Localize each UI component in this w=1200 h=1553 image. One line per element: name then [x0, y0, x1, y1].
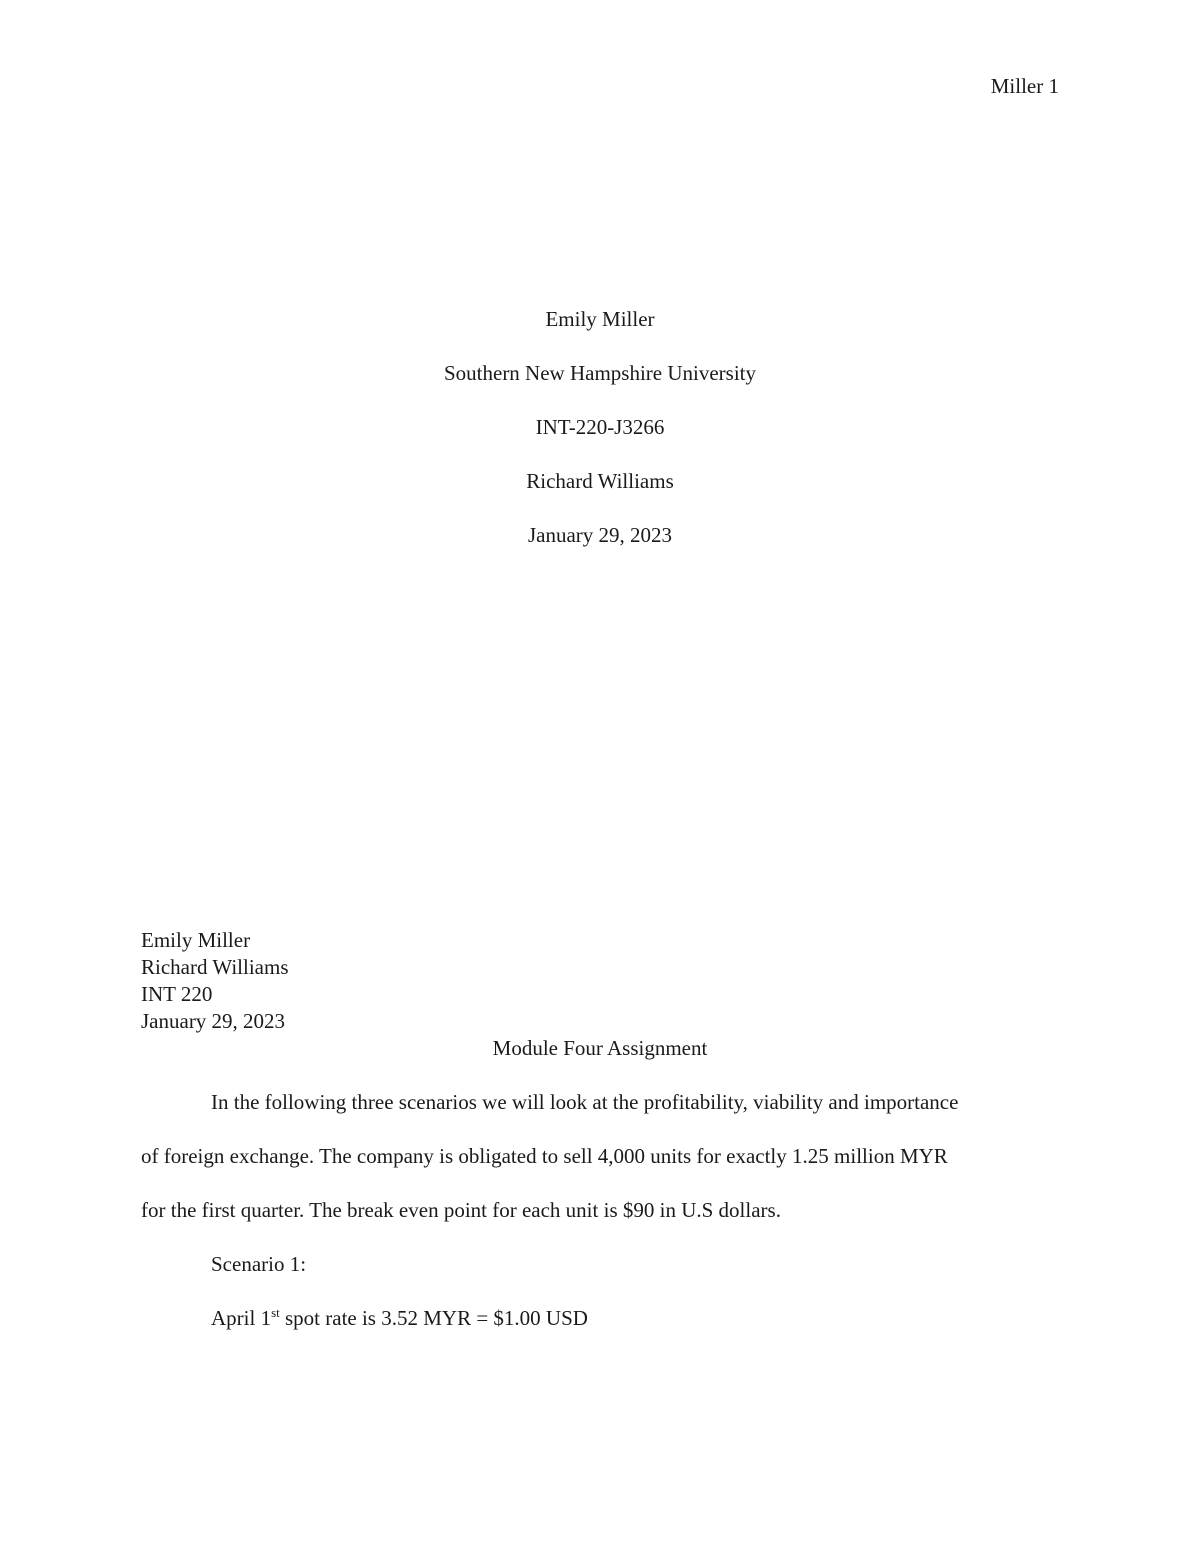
submission-date: January 29, 2023	[527, 523, 673, 547]
heading-instructor: Richard Williams	[141, 955, 289, 979]
spot-rate-suffix: spot rate is 3.52 MYR = $1.00 USD	[279, 1306, 588, 1330]
running-head: Miller 1	[990, 74, 1059, 98]
intro-line-1: In the following three scenarios we will look at the profitability, viability and importance	[211, 1090, 959, 1114]
institution-name: Southern New Hampshire University	[443, 361, 757, 385]
intro-line-2: of foreign exchange. The company is obligated to sell 4,000 units for exactly 1.25 million MYR	[141, 1144, 948, 1168]
intro-line-3: for the first quarter. The break even point for each unit is $90 in U.S dollars.	[141, 1198, 781, 1222]
course-code: INT-220-J3266	[535, 415, 665, 439]
spot-rate-line	[141, 1305, 1061, 1359]
title-page-block	[0, 306, 1200, 576]
heading-student-name: Emily Miller	[141, 928, 251, 952]
document-title: Module Four Assignment	[492, 1036, 708, 1060]
body-text	[141, 1089, 1061, 1359]
spot-rate-ordinal: st	[271, 1305, 280, 1320]
author-name: Emily Miller	[545, 307, 655, 331]
scenario-label: Scenario 1:	[211, 1252, 307, 1276]
mla-heading	[141, 927, 289, 1035]
heading-course: INT 220	[141, 982, 213, 1006]
instructor-name: Richard Williams	[526, 469, 674, 493]
spot-rate-prefix: April 1	[211, 1306, 272, 1330]
heading-date: January 29, 2023	[141, 1009, 286, 1033]
